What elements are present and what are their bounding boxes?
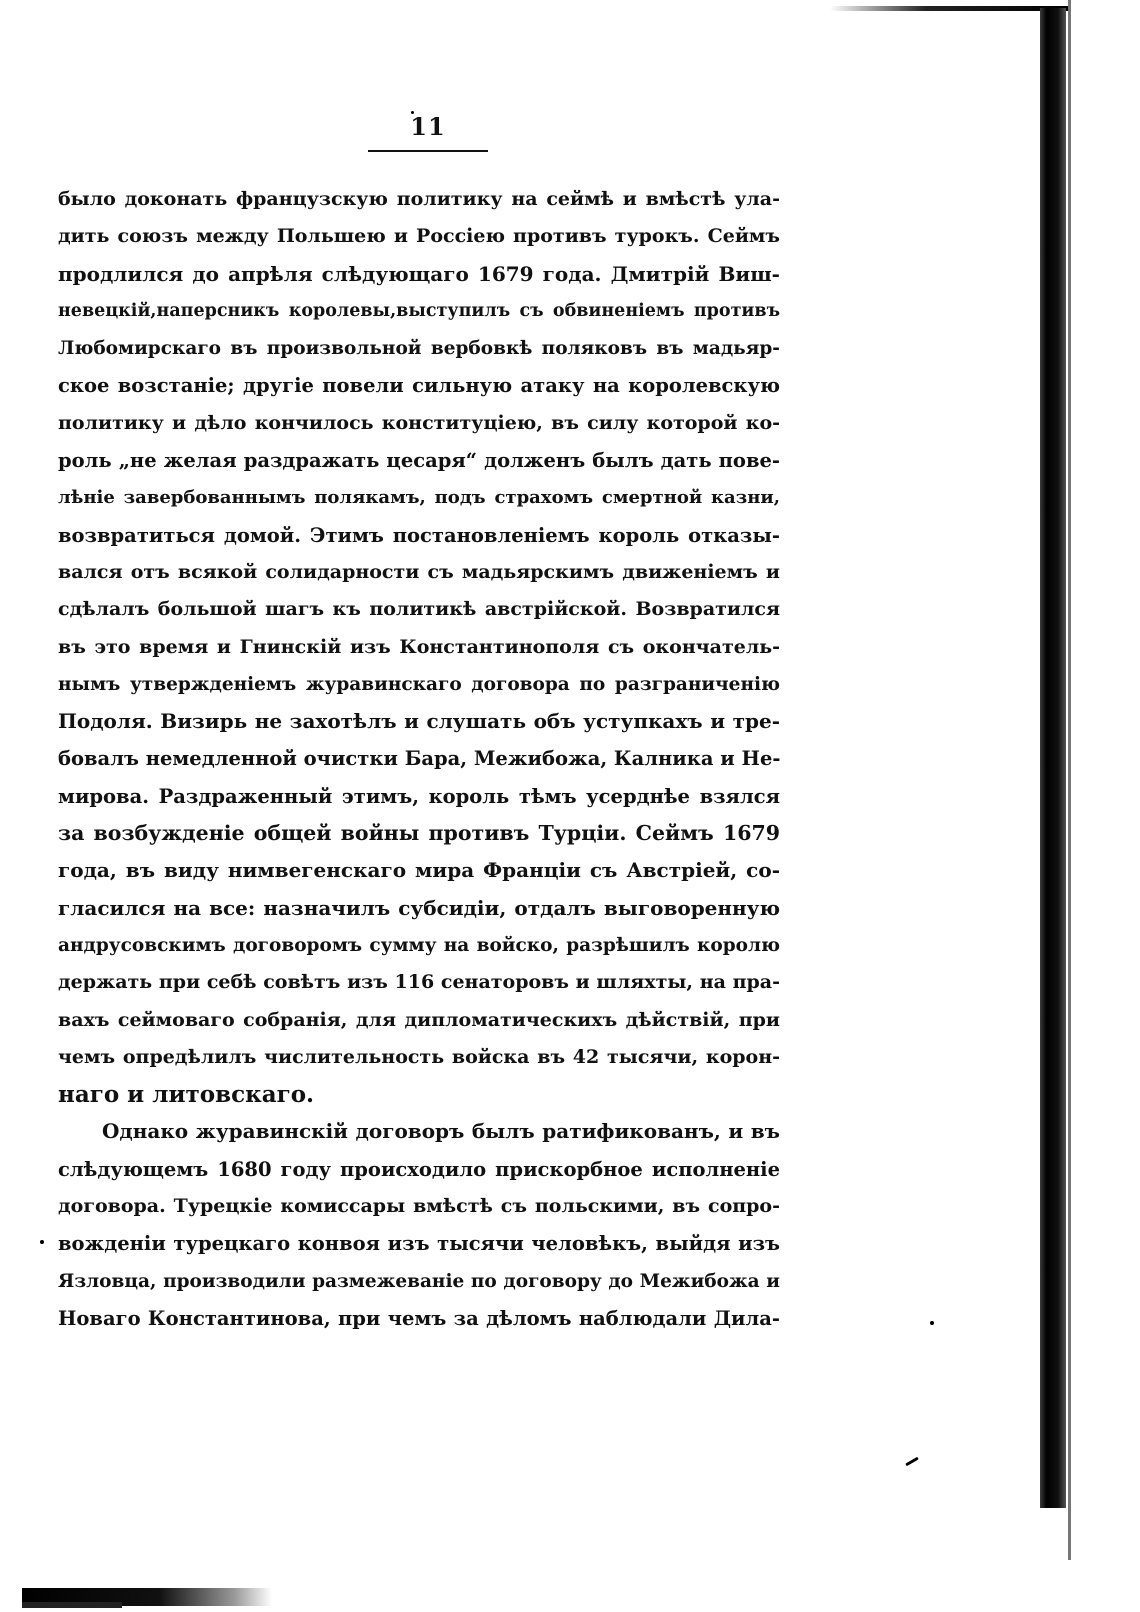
text-line: нымъ утвержденіемъ журавинскаго договора по разграниченію [58,673,780,695]
body-text [58,181,780,1337]
text-line: роль „не желая раздражать цесаря“ долженъ былъ дать пове- [58,449,780,473]
page-number: 11 [410,112,446,141]
text-line: андрусовскимъ договоромъ сумму на войско, разрѣшилъ королю [58,934,780,956]
text-line: договора. Турецкіе комиссары вмѣстѣ съ польскими, въ сопро- [58,1195,780,1218]
text-line: политику и дѣло кончилось конституціею, въ силу которой ко- [58,411,780,434]
text-line: было доконать французскую политику на сеймѣ и вмѣстѣ ула- [58,188,780,210]
text-line: сдѣлалъ большой шагъ къ политикѣ австрійской. Возвратился [58,598,780,621]
text-line: гласился на все: назначилъ субсидіи, отдалъ выговоренную [58,895,780,920]
text-line: чемъ опредѣлилъ числительность войска въ 42 тысячи, корон- [58,1045,780,1068]
text-line: Любомирскаго въ произвольной вербовкѣ поляковъ въ мадьяр- [58,338,780,360]
text-line: года, въ виду нимвегенскаго мира Франціи съ Австріей, со- [58,858,780,883]
text-line: возвратиться домой. Этимъ постановленіемъ король отказы- [58,523,780,547]
text-line: продлился до апрѣля слѣдующаго 1679 года. Дмитрій Виш- [58,261,780,286]
text-line: Новаго Константинова, при чемъ за дѣломъ наблюдали Дила- [58,1306,780,1330]
scan-edge-bottom-shadow [22,1602,122,1608]
scan-edge-right [1040,8,1066,1508]
scan-edge-right-shadow [1068,0,1071,1560]
text-line: вахъ сеймоваго собранія, для дипломатическихъ дѣйствій, при [58,1008,780,1031]
text-line: вожденіи турецкаго конвоя изъ тысячи человѣкъ, выйдя изъ [58,1232,780,1256]
text-line: невецкій,наперсникъ королевы,выступилъ съ обвиненіемъ противъ [58,300,780,321]
text-line: вался отъ всякой солидарности съ мадьярскимъ движеніемъ и [58,560,780,583]
text-line: лѣніе завербованнымъ полякамъ, подъ страхомъ смертной казни, [58,487,780,509]
scan-speck [40,1240,44,1244]
text-line: за возбужденіе общей войны противъ Турціи. Сеймъ 1679 [58,821,780,846]
text-line: наго и литовскаго. [58,1081,315,1109]
text-line: дить союзъ между Польшею и Россіею противъ турокъ. Сеймъ [58,225,780,248]
scan-edge-top [830,6,1070,11]
text-line: бовалъ немедленной очистки Бара, Межибожа, Калника и Не- [58,747,780,771]
text-line: Язловца, производили размежеваніе по договору до Межибожа и [58,1270,780,1292]
text-line: Подоля. Визирь не захотѣлъ и слушать объ уступкахъ и тре- [58,709,780,734]
text-line: Однако журавинскій договоръ былъ ратификованъ, и въ [102,1119,780,1144]
text-line: держать при себѣ совѣтъ изъ 116 сенаторовъ и шляхты, на пра- [58,971,780,994]
text-line: слѣдующемъ 1680 году происходило прискорбное исполненіе [58,1157,780,1181]
scan-speck [905,1457,919,1467]
scan-speck [930,1321,934,1325]
text-line: ское возстаніе; другіе повели сильную атаку на королевскую [58,374,780,398]
page-number-rule [368,150,488,152]
text-line: въ это время и Гнинскій изъ Константинополя съ окончатель- [58,635,780,658]
text-line: мирова. Раздраженный этимъ, король тѣмъ усерднѣе взялся [58,784,780,808]
